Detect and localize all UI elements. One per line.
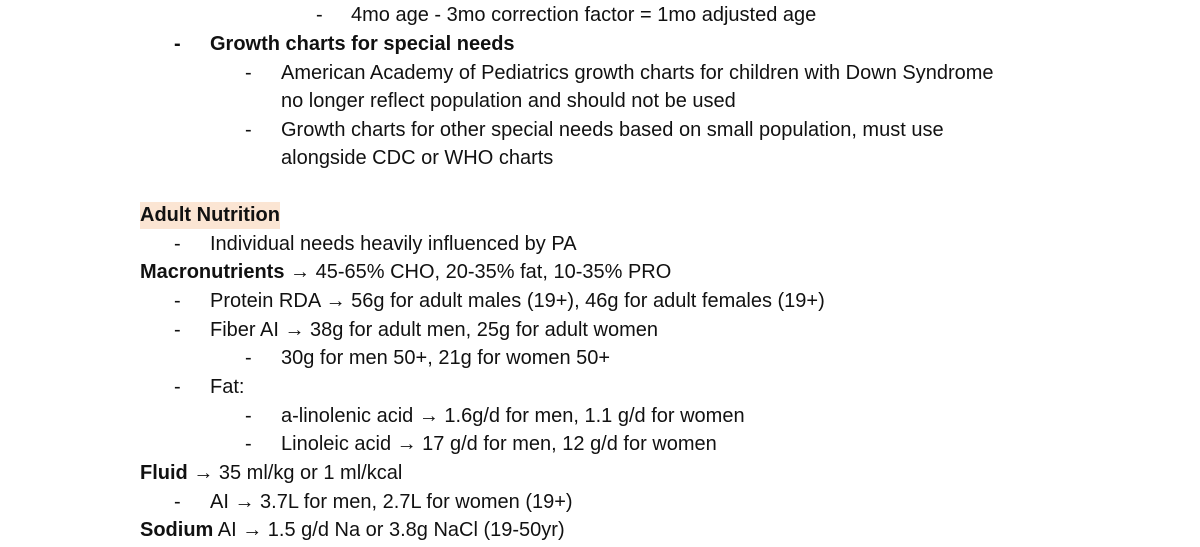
bullet-dash: - bbox=[174, 491, 181, 513]
list-item: Growth charts for other special needs based on small population, must use bbox=[281, 119, 944, 141]
bullet-dash: - bbox=[245, 405, 252, 427]
paragraph-line bbox=[140, 461, 402, 485]
bullet-dash: - bbox=[245, 347, 252, 369]
list-item: AI → 3.7L for men, 2.7L for women (19+) bbox=[210, 491, 573, 513]
bullet-dash: - bbox=[245, 433, 252, 455]
bullet-dash: - bbox=[174, 33, 181, 55]
list-item: Fiber AI → 38g for adult men, 25g for adult women bbox=[210, 319, 659, 341]
list-item: Fat: bbox=[210, 376, 245, 398]
section-title bbox=[140, 203, 280, 227]
term-label: Sodium bbox=[140, 519, 214, 541]
section-heading: Growth charts for special needs bbox=[210, 33, 515, 55]
list-item: American Academy of Pediatrics growth charts for children with Down Syndrome bbox=[281, 62, 994, 84]
term-value: AI → 1.5 g/d Na or 3.8g NaCl (19-50yr) bbox=[213, 519, 565, 541]
term-value: → 45-65% CHO, 20-35% fat, 10-35% PRO bbox=[284, 261, 672, 283]
bullet-dash: - bbox=[174, 233, 181, 255]
list-item: Individual needs heavily influenced by PA bbox=[210, 233, 577, 255]
list-item: Protein RDA → 56g for adult males (19+), 46g for adult females (19+) bbox=[210, 290, 825, 312]
list-item: a-linolenic acid → 1.6g/d for men, 1.1 g/d for women bbox=[281, 405, 745, 427]
list-item: 30g for men 50+, 21g for women 50+ bbox=[281, 347, 611, 369]
term-label: Macronutrients bbox=[140, 261, 285, 283]
paragraph-line bbox=[140, 518, 565, 542]
list-item-continuation: no longer reflect population and should not be used bbox=[281, 90, 736, 112]
paragraph-line bbox=[140, 260, 671, 284]
list-item: Linoleic acid → 17 g/d for men, 12 g/d for women bbox=[281, 433, 717, 455]
bullet-dash: - bbox=[245, 62, 252, 84]
term-label: Fluid bbox=[140, 462, 188, 484]
list-item: 4mo age - 3mo correction factor = 1mo adjusted age bbox=[351, 4, 817, 26]
bullet-dash: - bbox=[245, 119, 252, 141]
bullet-dash: - bbox=[174, 376, 181, 398]
bullet-dash: - bbox=[174, 290, 181, 312]
term-value: → 35 ml/kg or 1 ml/kcal bbox=[187, 462, 403, 484]
list-item-continuation: alongside CDC or WHO charts bbox=[281, 147, 554, 169]
bullet-dash: - bbox=[316, 4, 323, 26]
bullet-dash: - bbox=[174, 319, 181, 341]
highlighted-heading: Adult Nutrition bbox=[140, 202, 280, 229]
